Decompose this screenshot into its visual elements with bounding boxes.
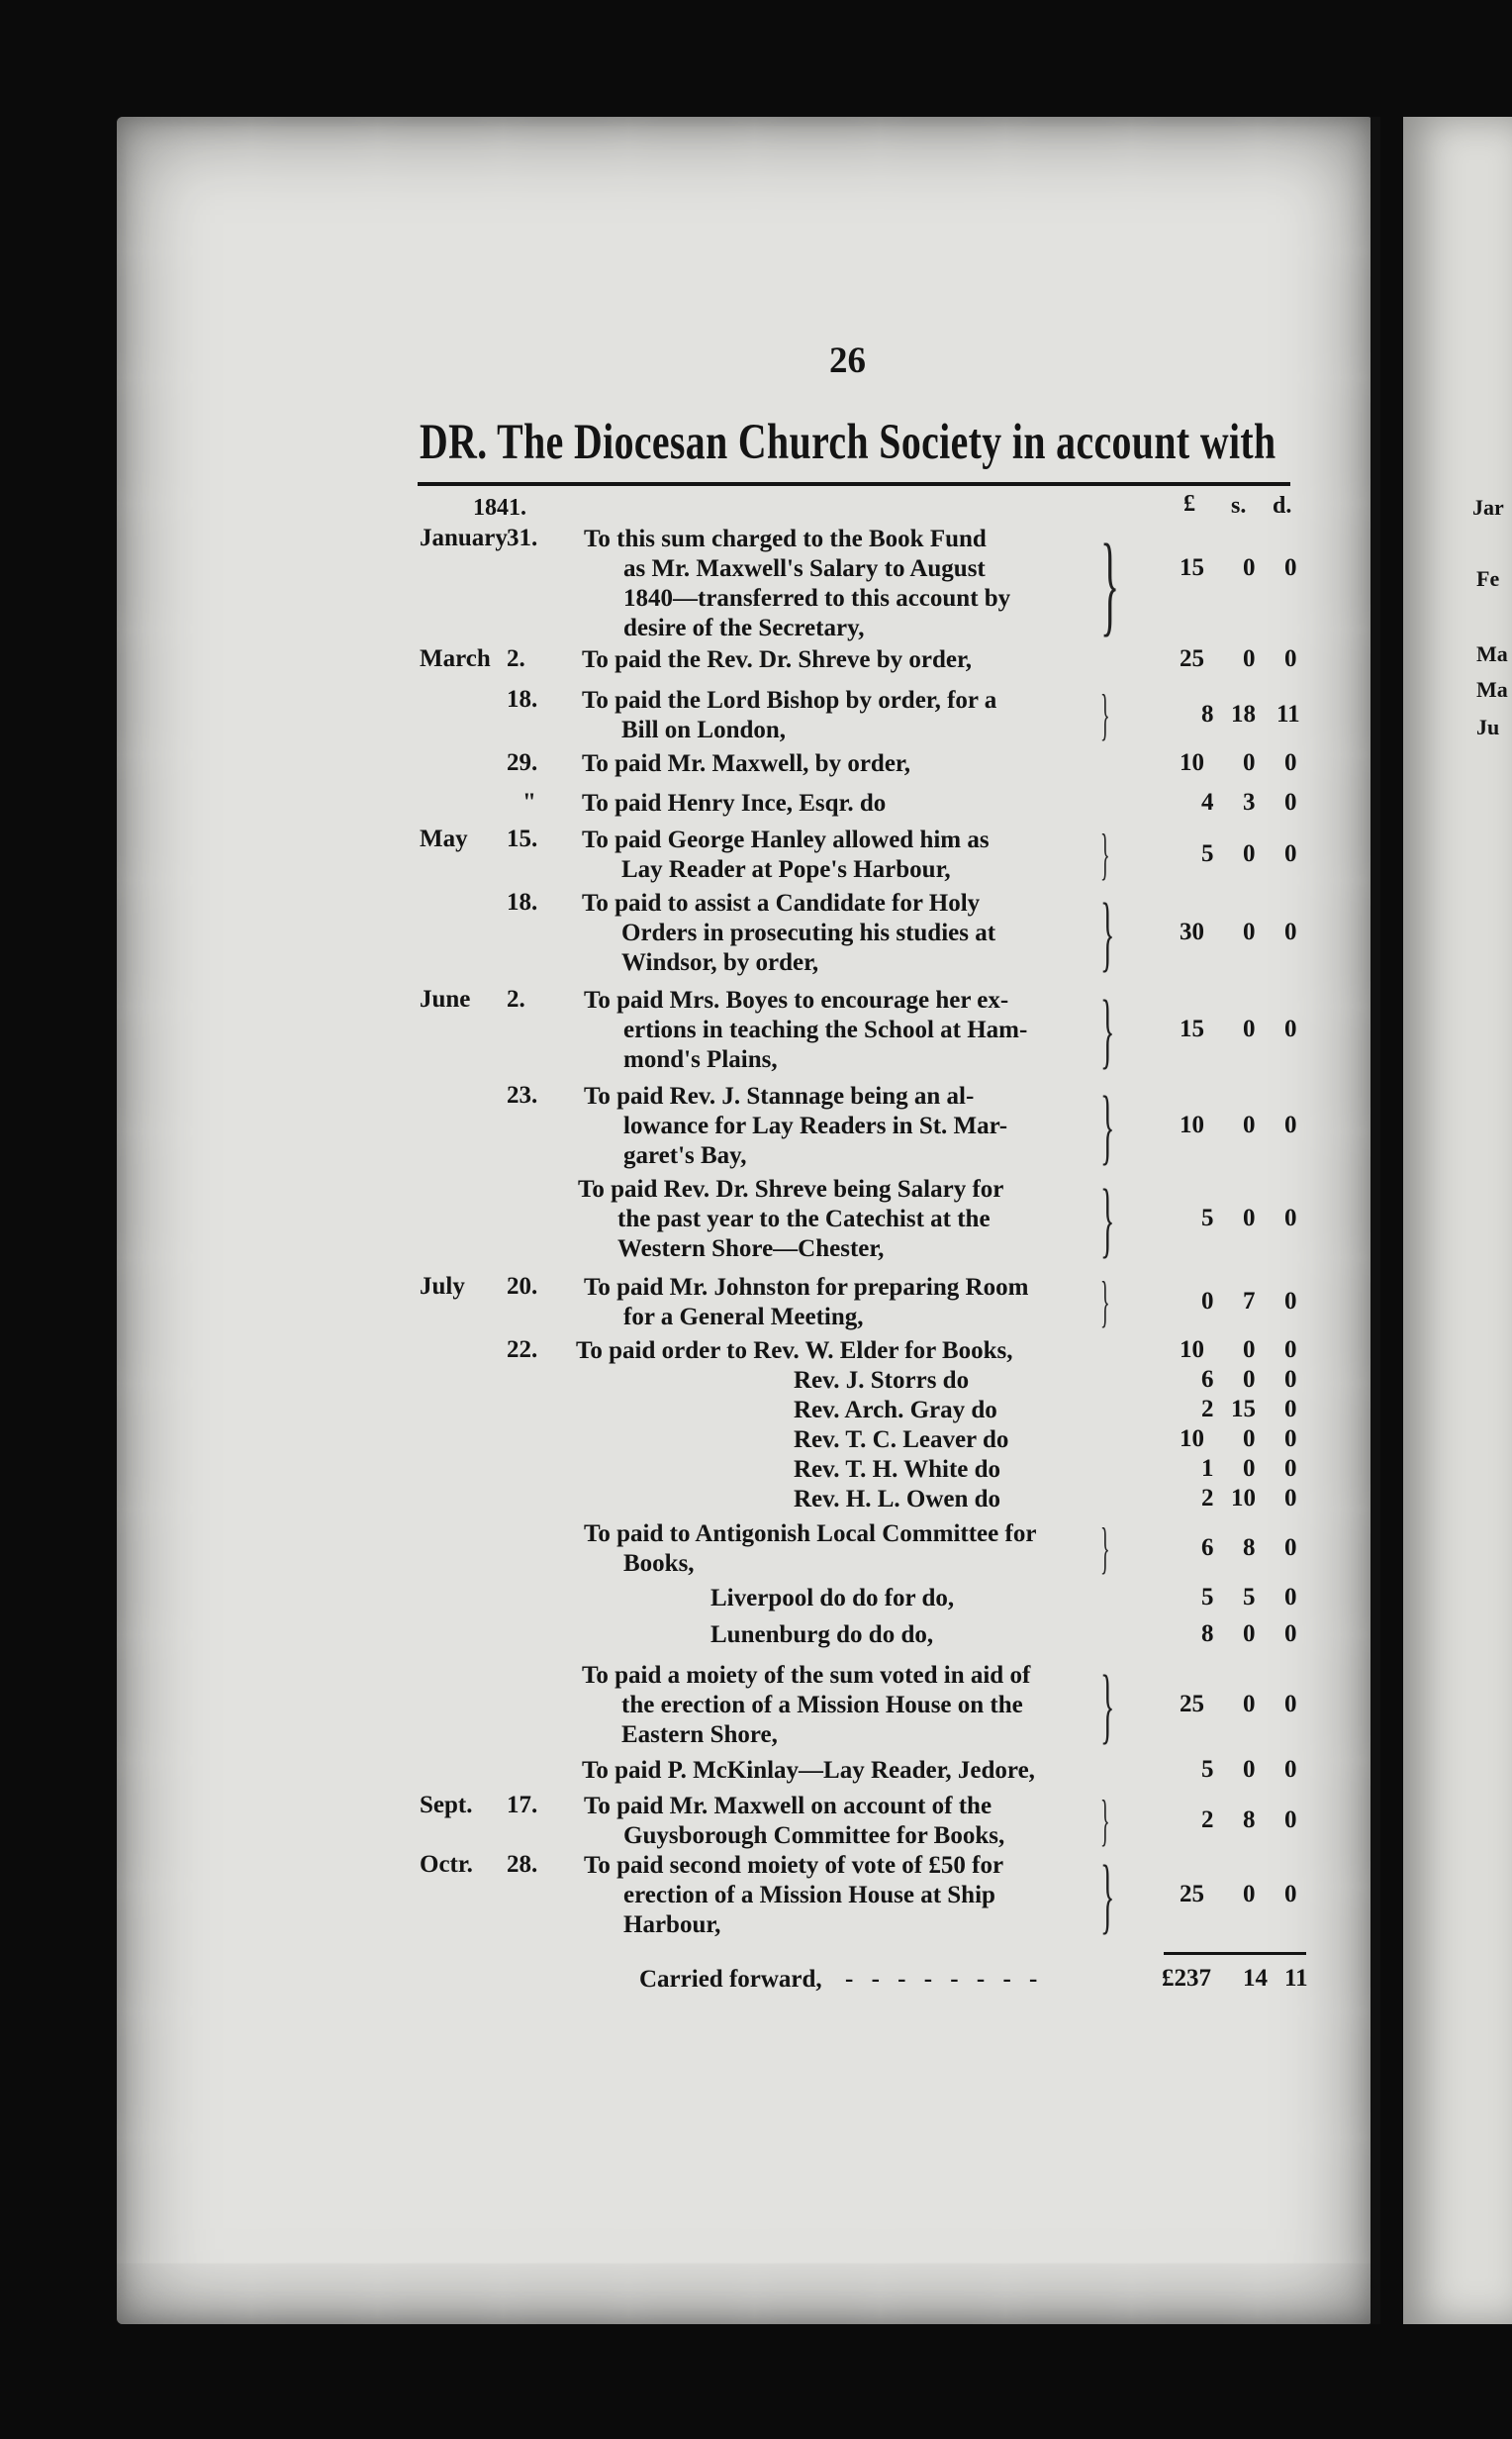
entry-text-line: To paid the Lord Bishop by order, for a: [582, 687, 997, 714]
entry-day: 2.: [507, 645, 525, 672]
amount-shillings: 0: [1243, 919, 1256, 945]
amount-shillings: 0: [1243, 1620, 1256, 1647]
amount-pence: 0: [1284, 1691, 1297, 1717]
entry-text-line: Liverpool do do for do,: [710, 1585, 955, 1611]
entry-text-line: Rev. Arch. Gray do: [794, 1397, 997, 1423]
amount-pounds: 10: [1180, 1336, 1204, 1363]
amount-shillings: 15: [1231, 1396, 1256, 1422]
amount-pence: 0: [1284, 1485, 1297, 1512]
amount-shillings: 0: [1243, 645, 1256, 672]
entry-day: 18.: [507, 686, 538, 713]
entry-day: 18.: [507, 889, 538, 916]
amount-pounds: 5: [1201, 1205, 1214, 1231]
entry-text-line: To paid P. McKinlay—Lay Reader, Jedore,: [582, 1757, 1035, 1784]
amount-pence: 0: [1284, 1288, 1297, 1315]
entry-month: January: [420, 525, 508, 551]
amount-shillings: 0: [1243, 1366, 1256, 1393]
amount-shillings: 0: [1243, 1425, 1256, 1452]
amount-pounds: 2: [1201, 1806, 1214, 1833]
entry-text-line: To paid Rev. Dr. Shreve being Salary for: [578, 1176, 1004, 1203]
year-label: 1841.: [473, 495, 526, 521]
facing-page: [1403, 117, 1512, 2324]
brace-glyph: }: [1100, 521, 1120, 646]
amount-pounds: 25: [1180, 1691, 1204, 1717]
amount-pence: 0: [1284, 1756, 1297, 1783]
amount-pence: 0: [1284, 1584, 1297, 1610]
brace-glyph: }: [1100, 887, 1115, 980]
entry-text-line: Rev. T. H. White do: [794, 1456, 1001, 1483]
amount-pence: 0: [1284, 789, 1297, 816]
entry-text-line: To paid to assist a Candidate for Holy: [582, 890, 981, 917]
amount-pence: 0: [1284, 1534, 1297, 1561]
amount-pence: 11: [1276, 701, 1300, 728]
entry-text-line: the erection of a Mission House on the: [621, 1692, 1023, 1718]
brace-glyph: }: [1100, 684, 1110, 746]
entry-text-line: To paid Mr. Maxwell, by order,: [582, 750, 910, 777]
entry-text-line: To paid Mrs. Boyes to encourage her ex-: [584, 987, 1009, 1014]
amount-pounds: 5: [1201, 840, 1214, 867]
entry-text-line: the past year to the Catechist at the: [617, 1206, 991, 1232]
shillings-header: s.: [1231, 493, 1247, 519]
amount-shillings: 8: [1243, 1534, 1256, 1561]
entry-month: May: [420, 826, 468, 852]
amount-pounds: 2: [1201, 1485, 1214, 1512]
amount-pounds: 8: [1201, 701, 1214, 728]
page-number: 26: [829, 341, 866, 381]
entry-text-line: Bill on London,: [621, 717, 787, 743]
amount-pounds: 8: [1201, 1620, 1214, 1647]
amount-shillings: 0: [1243, 1881, 1256, 1907]
entry-text-line: To paid Rev. J. Stannage being an al-: [584, 1083, 975, 1110]
total-rule: [1164, 1952, 1306, 1955]
entry-text-line: Books,: [623, 1550, 695, 1577]
entry-text-line: Windsor, by order,: [621, 949, 819, 976]
amount-pence: 0: [1284, 645, 1297, 672]
entry-text-line: To this sum charged to the Book Fund: [584, 526, 987, 552]
entry-day: 15.: [507, 826, 538, 852]
amount-pence: 0: [1284, 749, 1297, 776]
amount-pence: 0: [1284, 554, 1297, 581]
book-gutter: [1370, 117, 1380, 2324]
entry-month: March: [420, 645, 491, 672]
entry-month: Octr.: [420, 1851, 473, 1878]
entry-month: July: [420, 1273, 465, 1300]
entry-day: 23.: [507, 1082, 538, 1109]
entry-text-line: To paid George Hanley allowed him as: [582, 827, 990, 853]
amount-shillings: 0: [1243, 1112, 1256, 1138]
amount-shillings: 10: [1231, 1485, 1256, 1512]
carried-forward-label: Carried forward,: [639, 1966, 822, 1993]
entry-text-line: Rev. H. L. Owen do: [794, 1486, 1001, 1512]
facing-fragment: Ma: [1476, 641, 1508, 666]
total-pence: 11: [1284, 1965, 1308, 1992]
brace-glyph: }: [1100, 824, 1110, 886]
amount-pence: 0: [1284, 919, 1297, 945]
entry-day: 20.: [507, 1273, 538, 1300]
amount-shillings: 7: [1243, 1288, 1256, 1315]
entry-text-line: Eastern Shore,: [621, 1721, 778, 1748]
entry-text-line: Rev. T. C. Leaver do: [794, 1426, 1009, 1453]
amount-pence: 0: [1284, 1806, 1297, 1833]
entry-text-line: 1840—transferred to this account by: [623, 585, 1011, 612]
amount-pence: 0: [1284, 1112, 1297, 1138]
amount-pounds: 0: [1201, 1288, 1214, 1315]
pounds-header: £: [1183, 491, 1195, 517]
amount-shillings: 8: [1243, 1806, 1256, 1833]
entry-day: 31.: [507, 525, 538, 551]
amount-pence: 0: [1284, 1016, 1297, 1042]
amount-pence: 0: [1284, 1366, 1297, 1393]
brace-glyph: }: [1100, 1517, 1110, 1580]
page-title: DR. The Diocesan Church Society in account with: [420, 415, 1276, 470]
brace-glyph: }: [1100, 1659, 1115, 1752]
brace-glyph: }: [1100, 1080, 1115, 1173]
amount-shillings: 0: [1243, 1016, 1256, 1042]
amount-pounds: 15: [1180, 1016, 1204, 1042]
amount-pence: 0: [1284, 1336, 1297, 1363]
entry-day: 28.: [507, 1851, 538, 1878]
entry-text-line: Guysborough Committee for Books,: [623, 1822, 1005, 1849]
entry-text-line: garet's Bay,: [623, 1142, 747, 1169]
amount-pounds: 4: [1201, 789, 1214, 816]
amount-pounds: 10: [1180, 1425, 1204, 1452]
entry-text-line: lowance for Lay Readers in St. Mar-: [623, 1113, 1008, 1139]
amount-pounds: 1: [1201, 1455, 1214, 1482]
entry-text-line: erection of a Mission House at Ship: [623, 1882, 995, 1908]
leader-dashes: - - - - - - - -: [845, 1966, 1044, 1993]
entry-text-line: To paid Mr. Maxwell on account of the: [584, 1793, 992, 1819]
amount-pence: 0: [1284, 1881, 1297, 1907]
title-rule: [418, 482, 1290, 486]
amount-shillings: 0: [1243, 1756, 1256, 1783]
amount-pounds: 25: [1180, 645, 1204, 672]
amount-shillings: 0: [1243, 749, 1256, 776]
facing-fragment: Jar: [1472, 495, 1504, 520]
entry-text-line: Rev. J. Storrs do: [794, 1367, 970, 1394]
entry-day: 17.: [507, 1792, 538, 1818]
entry-day: ": [522, 789, 536, 816]
amount-shillings: 0: [1243, 1336, 1256, 1363]
entry-text-line: To paid a moiety of the sum voted in aid of: [582, 1662, 1031, 1689]
entry-day: 2.: [507, 986, 525, 1013]
entry-text-line: Harbour,: [623, 1911, 721, 1938]
entry-text-line: Lay Reader at Pope's Harbour,: [621, 856, 951, 883]
brace-glyph: }: [1100, 1849, 1115, 1942]
amount-pounds: 2: [1201, 1396, 1214, 1422]
amount-pence: 0: [1284, 1205, 1297, 1231]
amount-shillings: 0: [1243, 840, 1256, 867]
entry-text-line: Orders in prosecuting his studies at: [621, 920, 996, 946]
amount-pounds: 25: [1180, 1881, 1204, 1907]
amount-pence: 0: [1284, 1455, 1297, 1482]
entry-text-line: desire of the Secretary,: [623, 615, 865, 641]
amount-pence: 0: [1284, 1620, 1297, 1647]
amount-pounds: 6: [1201, 1534, 1214, 1561]
brace-glyph: }: [1100, 1790, 1110, 1852]
amount-shillings: 0: [1243, 1691, 1256, 1717]
entry-day: 29.: [507, 749, 538, 776]
entry-text-line: To paid to Antigonish Local Committee for: [584, 1520, 1037, 1547]
amount-shillings: 5: [1243, 1584, 1256, 1610]
facing-fragment: Ju: [1476, 715, 1500, 739]
entry-day: 22.: [507, 1336, 538, 1363]
amount-shillings: 0: [1243, 1455, 1256, 1482]
amount-shillings: 18: [1231, 701, 1256, 728]
amount-pounds: 10: [1180, 749, 1204, 776]
entry-month: Sept.: [420, 1792, 473, 1818]
amount-pounds: 5: [1201, 1584, 1214, 1610]
entry-text-line: Lunenburg do do do,: [710, 1621, 934, 1648]
amount-pounds: 6: [1201, 1366, 1214, 1393]
facing-fragment: Fe: [1476, 566, 1500, 591]
entry-text-line: Western Shore—Chester,: [617, 1235, 885, 1262]
amount-pounds: 5: [1201, 1756, 1214, 1783]
entry-text-line: To paid second moiety of vote of £50 for: [584, 1852, 1004, 1879]
entry-text-line: To paid Mr. Johnston for preparing Room: [584, 1274, 1029, 1301]
amount-pounds: 10: [1180, 1112, 1204, 1138]
brace-glyph: }: [1100, 984, 1115, 1077]
amount-pounds: 30: [1180, 919, 1204, 945]
entry-month: June: [420, 986, 471, 1013]
amount-pence: 0: [1284, 840, 1297, 867]
total-shillings: 14: [1243, 1965, 1268, 1992]
entry-text-line: To paid the Rev. Dr. Shreve by order,: [582, 646, 973, 673]
entry-text-line: To paid order to Rev. W. Elder for Books,: [576, 1337, 1013, 1364]
amount-shillings: 0: [1243, 1205, 1256, 1231]
entry-text-line: mond's Plains,: [623, 1046, 778, 1073]
amount-shillings: 0: [1243, 554, 1256, 581]
entry-text-line: as Mr. Maxwell's Salary to August: [623, 555, 986, 582]
total-pounds: £237: [1162, 1965, 1211, 1992]
amount-pence: 0: [1284, 1396, 1297, 1422]
entry-text-line: for a General Meeting,: [623, 1304, 864, 1330]
amount-pounds: 15: [1180, 554, 1204, 581]
facing-fragment: Ma: [1476, 677, 1508, 702]
brace-glyph: }: [1100, 1271, 1110, 1333]
pence-header: d.: [1273, 493, 1292, 519]
entry-text-line: To paid Henry Ince, Esqr. do: [582, 790, 887, 817]
brace-glyph: }: [1100, 1173, 1115, 1266]
amount-shillings: 3: [1243, 789, 1256, 816]
amount-pence: 0: [1284, 1425, 1297, 1452]
entry-text-line: ertions in teaching the School at Ham-: [623, 1017, 1028, 1043]
